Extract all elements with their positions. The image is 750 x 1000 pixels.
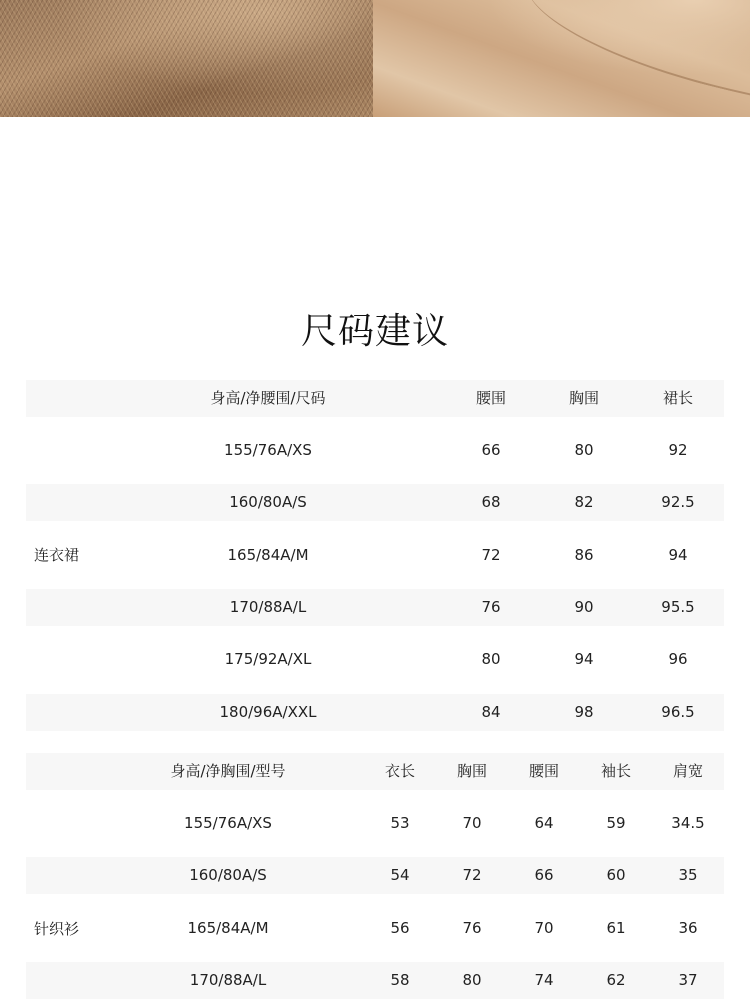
header-bust: 胸围 bbox=[568, 389, 600, 407]
size-cell: 155/76A/XS bbox=[184, 814, 272, 832]
bust-cell: 86 bbox=[574, 546, 594, 564]
bust-cell: 82 bbox=[574, 493, 594, 511]
waist-cell: 64 bbox=[534, 814, 554, 832]
waist-cell: 68 bbox=[481, 493, 501, 511]
sleeve-cell: 61 bbox=[606, 919, 626, 937]
table-row bbox=[26, 805, 724, 842]
header-sleeve: 袖长 bbox=[600, 762, 632, 780]
bust-cell: 90 bbox=[574, 598, 594, 616]
table-row bbox=[26, 589, 724, 626]
table-row bbox=[26, 432, 724, 469]
size-cell: 170/88A/L bbox=[189, 971, 267, 989]
waist-cell: 66 bbox=[481, 441, 501, 459]
length-cell: 58 bbox=[390, 971, 410, 989]
length-cell: 95.5 bbox=[661, 598, 695, 616]
length-cell: 56 bbox=[390, 919, 410, 937]
length-cell: 54 bbox=[390, 866, 410, 884]
knit-fabric-photo bbox=[0, 0, 373, 117]
shoulder-cell: 34.5 bbox=[671, 814, 705, 832]
waist-cell: 80 bbox=[481, 650, 501, 668]
sleeve-cell: 59 bbox=[606, 814, 626, 832]
table-header-row bbox=[26, 380, 724, 417]
size-cell: 170/88A/L bbox=[229, 598, 307, 616]
size-cell: 160/80A/S bbox=[189, 866, 267, 884]
shoulder-cell: 35 bbox=[678, 866, 698, 884]
table-row bbox=[26, 910, 724, 947]
waist-cell: 74 bbox=[534, 971, 554, 989]
length-cell: 94 bbox=[668, 546, 688, 564]
header-bust: 胸围 bbox=[456, 762, 488, 780]
waist-cell: 84 bbox=[481, 703, 501, 721]
waist-cell: 70 bbox=[534, 919, 554, 937]
size-cell: 165/84A/M bbox=[227, 546, 309, 564]
length-cell: 96.5 bbox=[661, 703, 695, 721]
table-row bbox=[26, 694, 724, 731]
table-row bbox=[26, 857, 724, 894]
waist-cell: 66 bbox=[534, 866, 554, 884]
leather-fabric-photo bbox=[373, 0, 750, 117]
table-row bbox=[26, 641, 724, 678]
product-photos bbox=[0, 0, 750, 117]
bust-cell: 94 bbox=[574, 650, 594, 668]
size-cell: 160/80A/S bbox=[229, 493, 307, 511]
length-cell: 53 bbox=[390, 814, 410, 832]
size-cell: 180/96A/XXL bbox=[219, 703, 317, 721]
header-waist: 腰围 bbox=[475, 389, 507, 407]
bust-cell: 80 bbox=[574, 441, 594, 459]
table-header-row bbox=[26, 753, 724, 790]
header-size: 身高/净腰围/尺码 bbox=[210, 389, 326, 407]
length-cell: 96 bbox=[668, 650, 688, 668]
bust-cell: 80 bbox=[462, 971, 482, 989]
header-shoulder: 肩宽 bbox=[672, 762, 704, 780]
header-skirt-length: 裙长 bbox=[662, 389, 694, 407]
bust-cell: 72 bbox=[462, 866, 482, 884]
length-cell: 92 bbox=[668, 441, 688, 459]
bust-cell: 98 bbox=[574, 703, 594, 721]
header-size: 身高/净胸围/型号 bbox=[170, 762, 286, 780]
waist-cell: 76 bbox=[481, 598, 501, 616]
table-row bbox=[26, 484, 724, 521]
table-row bbox=[26, 537, 724, 574]
section-title: 尺码建议 bbox=[300, 311, 449, 352]
category-label-dress: 连衣裙 bbox=[34, 546, 80, 564]
header-length: 衣长 bbox=[384, 762, 416, 780]
waist-cell: 72 bbox=[481, 546, 501, 564]
bust-cell: 70 bbox=[462, 814, 482, 832]
size-cell: 165/84A/M bbox=[187, 919, 269, 937]
bust-cell: 76 bbox=[462, 919, 482, 937]
category-label-knit: 针织衫 bbox=[34, 920, 80, 938]
table-row bbox=[26, 962, 724, 999]
shoulder-cell: 36 bbox=[678, 919, 698, 937]
length-cell: 92.5 bbox=[661, 493, 695, 511]
header-waist: 腰围 bbox=[528, 762, 560, 780]
sleeve-cell: 62 bbox=[606, 971, 626, 989]
sleeve-cell: 60 bbox=[606, 866, 626, 884]
size-cell: 175/92A/XL bbox=[224, 650, 312, 668]
shoulder-cell: 37 bbox=[678, 971, 698, 989]
size-cell: 155/76A/XS bbox=[224, 441, 312, 459]
